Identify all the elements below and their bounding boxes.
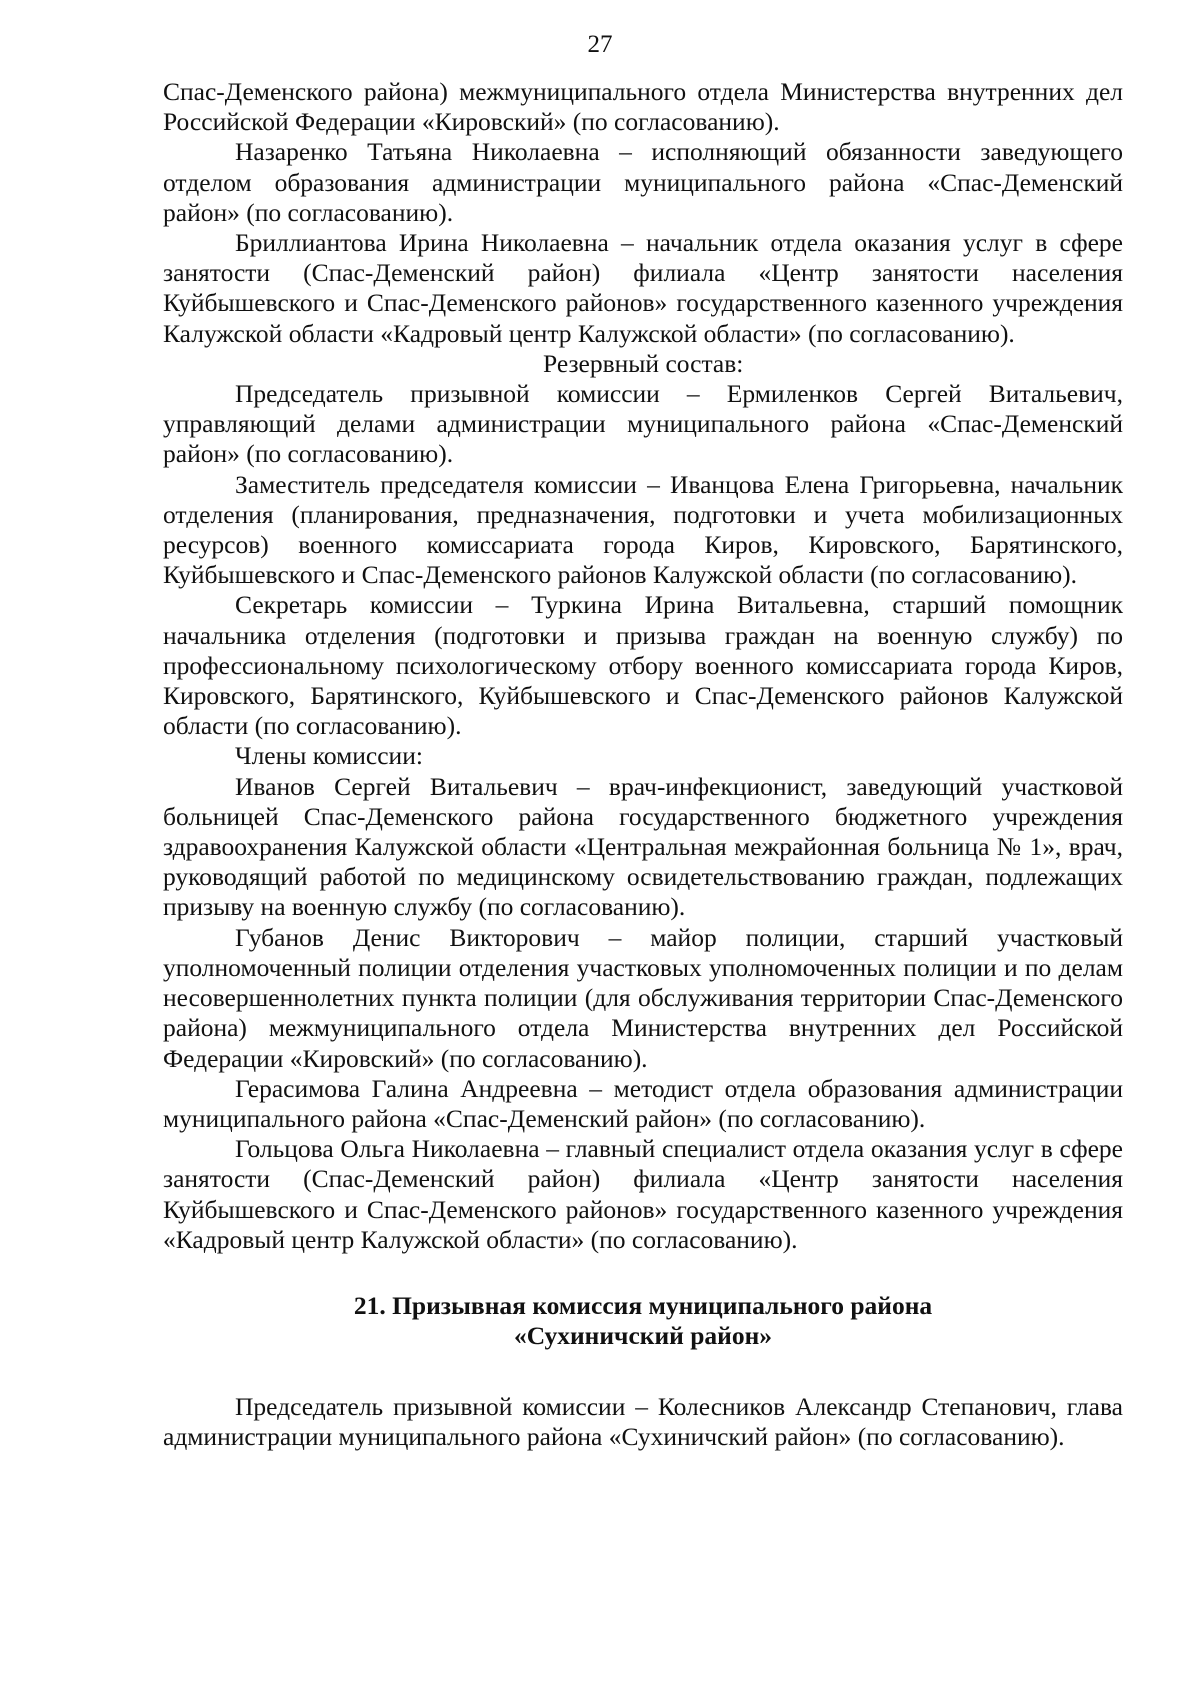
paragraph-continuation: Спас-Деменского района) межмуниципального отдела Министерства внутренних дел Российской Федерации «Кировский» (по согласованию). xyxy=(163,77,1123,137)
paragraph-chairman-reserve: Председатель призывной комиссии – Ермиленков Сергей Витальевич, управляющий делами администрации муниципального района «Спас-Деменский район» (по согласованию). xyxy=(163,379,1123,469)
page-number: 27 xyxy=(587,31,613,58)
section-title xyxy=(163,1291,1123,1352)
paragraph-brilliantova: Бриллиантова Ирина Николаевна – начальник отдела оказания услуг в сфере занятости (Спас-Деменский район) филиала «Центр занятости населения Куйбышевского и Спас-Деменского районов» государственного казенного учреждения Калужской области «Кадровый центр Калужской области» (по согласованию). xyxy=(163,228,1123,348)
paragraph-nazarenko: Назаренко Татьяна Николаевна – исполняющий обязанности заведующего отделом образования администрации муниципального района «Спас-Деменский район» (по согласованию). xyxy=(163,137,1123,227)
reserve-heading: Резервный состав: xyxy=(543,348,744,378)
paragraph-ivanov: Иванов Сергей Витальевич – врач-инфекционист, заведующий участковой больницей Спас-Деменского района государственного бюджетного учреждения здравоохранения Калужской области «Центральная межрайонная больница № 1», врач, руководящий работой по медицинскому освидетельствованию граждан, подлежащих призыву на военную службу (по согласованию). xyxy=(163,771,1123,922)
section-title-line-1: 21. Призывная комиссия муниципального района xyxy=(353,1290,933,1320)
document-body xyxy=(163,77,1123,1452)
section-title-line-2: «Сухиничский район» xyxy=(513,1321,773,1351)
paragraph-deputy-reserve: Заместитель председателя комиссии – Иванцова Елена Григорьевна, начальник отделения (планирования, предназначения, подготовки и учета мобилизационных ресурсов) военного комиссариата города Киров, Кировского, Барятинского, Куйбышевского и Спас-Деменского районов Калужской области (по согласованию). xyxy=(163,469,1123,590)
paragraph-gerasimova: Герасимова Галина Андреевна – методист отдела образования администрации муниципального района «Спас-Деменский район» (по согласованию). xyxy=(163,1073,1123,1133)
paragraph-gubanov: Губанов Денис Викторович – майор полиции, старший участковый уполномоченный полиции отделения участковых уполномоченных полиции и по делам несовершеннолетних пункта полиции (для обслуживания территории Спас-Деменского района) межмуниципального отдела Министерства внутренних дел Российской Федерации «Кировский» (по согласованию). xyxy=(163,922,1123,1073)
members-heading: Члены комиссии: xyxy=(235,741,423,771)
paragraph-kolesnikov: Председатель призывной комиссии – Колесников Александр Степанович, глава администрации муниципального района «Сухиничский район» (по согласованию). xyxy=(163,1391,1123,1452)
paragraph-goltsova: Гольцова Ольга Николаевна – главный специалист отдела оказания услуг в сфере занятости (Спас-Деменский район) филиала «Центр занятости населения Куйбышевского и Спас-Деменского районов» государственного казенного учреждения «Кадровый центр Калужской области» (по согласованию). xyxy=(163,1134,1123,1254)
paragraph-secretary-reserve: Секретарь комиссии – Туркина Ирина Витальевна, старший помощник начальника отделения (подготовки и призыва граждан на военную службу) по профессиональному психологическому отбору военного комиссариата города Киров, Кировского, Барятинского, Куйбышевского и Спас-Деменского районов Калужской области (по согласованию). xyxy=(163,590,1123,741)
